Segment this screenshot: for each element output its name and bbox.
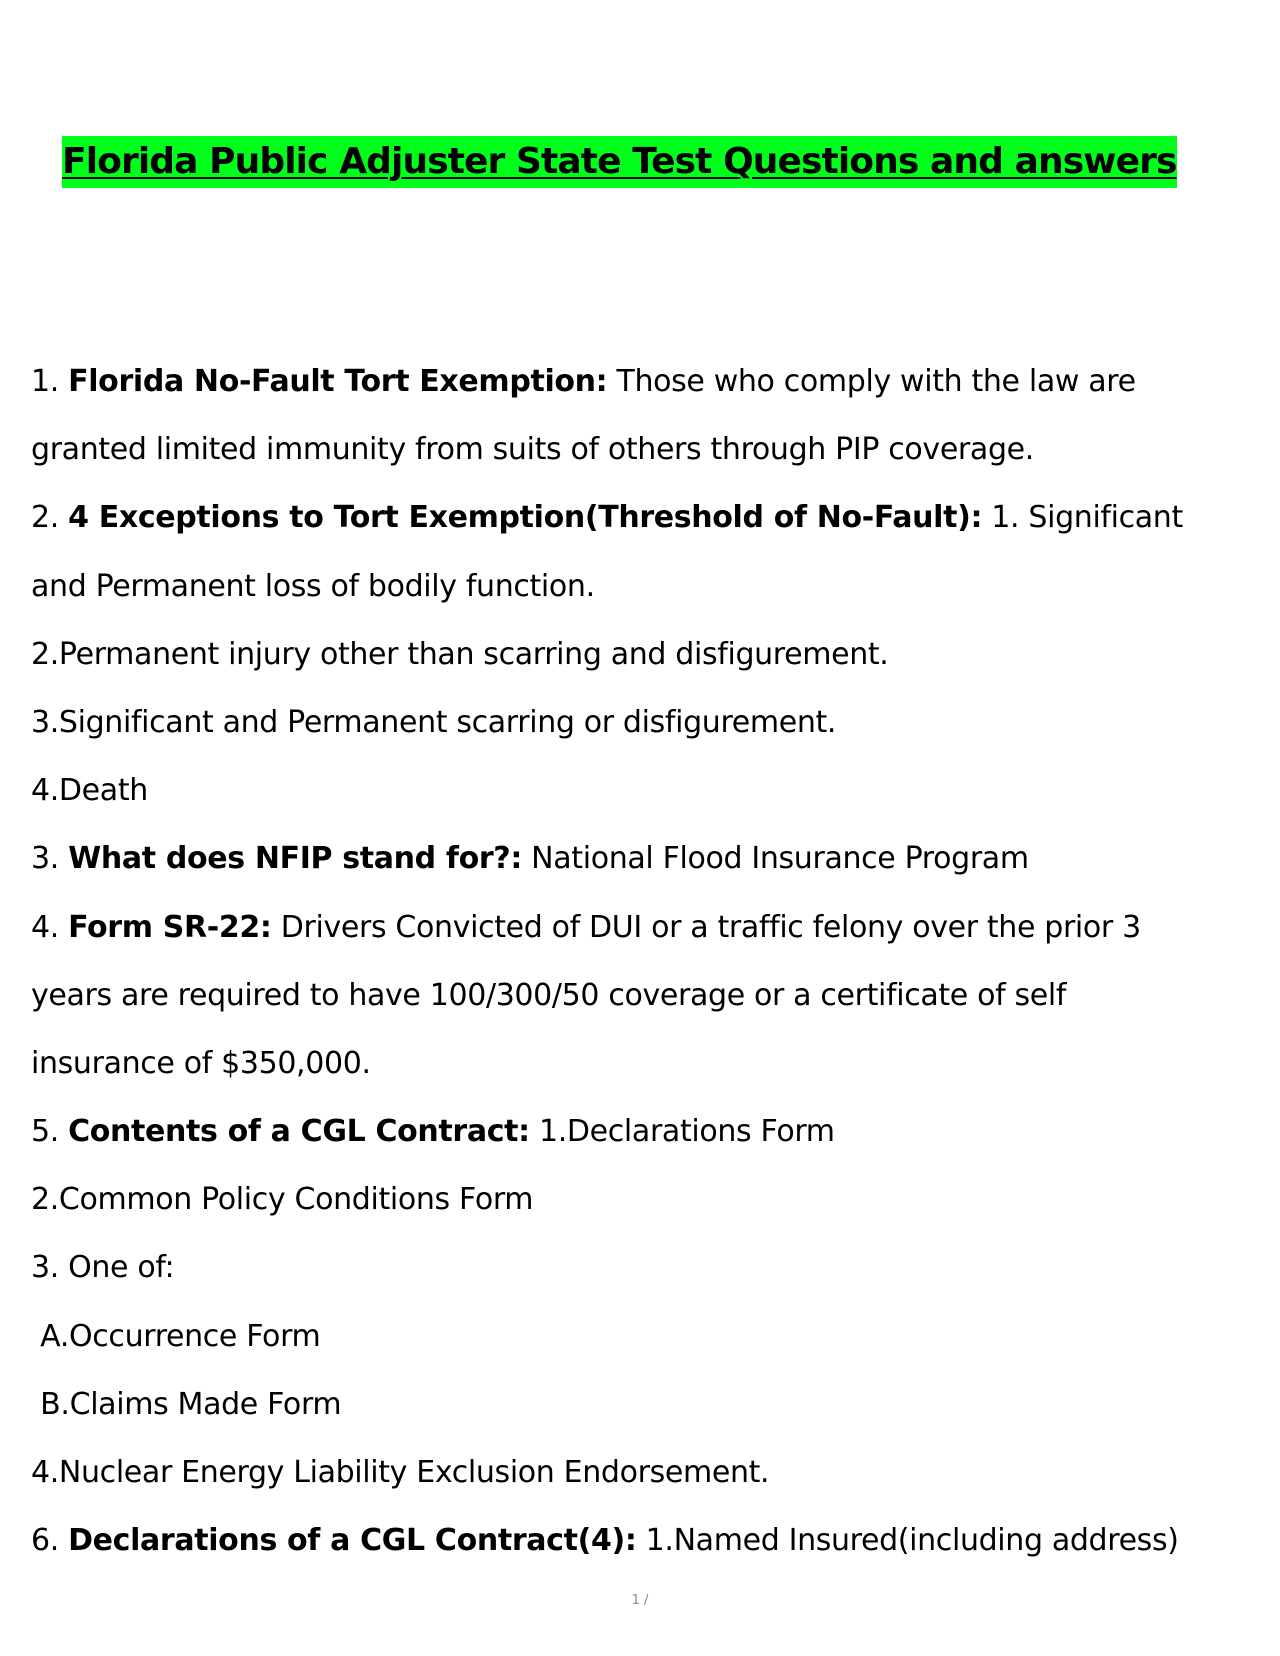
question-term: Contents of a CGL Contract: (68, 1114, 530, 1150)
text-line (31, 348, 1231, 416)
text-line (31, 894, 1231, 962)
answer-text: A.Occurrence Form (31, 1318, 321, 1354)
answer-text: Drivers Convicted of DUI or a traffic felony over the prior 3 (271, 909, 1141, 945)
answer-text: Those who comply with the law are (607, 364, 1136, 399)
text-line (31, 621, 1231, 689)
text-line (31, 1030, 1231, 1098)
text-line (31, 1303, 1231, 1371)
question-term: Declarations of a CGL Contract(4): (68, 1523, 637, 1559)
answer-text: National Flood Insurance Program (522, 841, 1029, 877)
answer-text: years are required to have 100/300/50 coverage or a certificate of self (31, 977, 1067, 1013)
title-container (62, 136, 1220, 188)
answer-text: 4.Death (31, 773, 148, 809)
text-line (31, 1098, 1231, 1166)
answer-text: 4.Nuclear Energy Liability Exclusion Endorsement. (31, 1455, 770, 1490)
text-line (31, 1507, 1231, 1575)
answer-text: and Permanent loss of bodily function. (31, 568, 595, 604)
text-line (31, 757, 1231, 825)
text-line (31, 1166, 1231, 1234)
answer-text: 3.Significant and Permanent scarring or disfigurement. (31, 704, 837, 740)
item-number: 1. (31, 364, 69, 399)
text-line (31, 1439, 1231, 1507)
question-term: 4 Exceptions to Tort Exemption(Threshold of No-Fault): (68, 500, 983, 536)
answer-text: granted limited immunity from suits of others through PIP coverage. (31, 432, 1034, 468)
answer-text: 2.Permanent injury other than scarring and disfigurement. (31, 636, 889, 672)
item-number: 3. (31, 841, 69, 877)
answer-text: 2.Common Policy Conditions Form (31, 1182, 534, 1218)
page-number: 1 / (631, 1593, 649, 1608)
answer-text: insurance of $350,000. (31, 1045, 371, 1081)
item-number: 4. (31, 909, 69, 945)
answer-text: B.Claims Made Form (31, 1386, 342, 1422)
answer-text: 3. One of: (31, 1250, 175, 1286)
answer-text: 1.Declarations Form (529, 1114, 835, 1150)
text-line (31, 416, 1231, 484)
item-number: 2. (31, 500, 69, 536)
text-line (31, 689, 1231, 757)
answer-text: 1. Significant (982, 500, 1183, 536)
document-title: Florida Public Adjuster State Test Questions and answers (62, 136, 1177, 188)
text-line (31, 553, 1231, 621)
text-line (31, 1234, 1231, 1302)
text-line (31, 1371, 1231, 1439)
text-line (31, 484, 1231, 552)
item-number: 5. (31, 1114, 69, 1150)
answer-text: 1.Named Insured(including address) (636, 1523, 1179, 1559)
question-term: Florida No-Fault Tort Exemption: (68, 364, 608, 399)
item-number: 6. (31, 1523, 69, 1559)
text-line (31, 825, 1231, 893)
question-term: What does NFIP stand for?: (68, 841, 522, 877)
text-line (31, 962, 1231, 1030)
document-body (31, 348, 1231, 1575)
question-term: Form SR-22: (68, 909, 272, 945)
